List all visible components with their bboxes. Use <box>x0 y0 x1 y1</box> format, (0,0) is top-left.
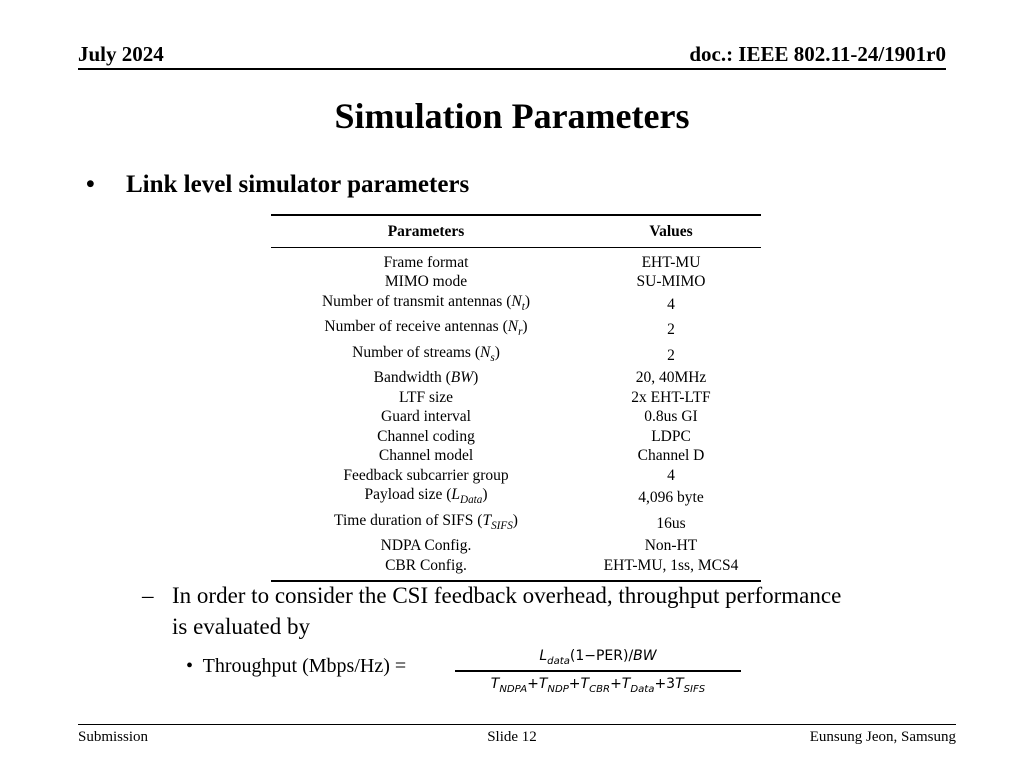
sub-sub-bullet-throughput <box>186 655 406 678</box>
param-name: Feedback subcarrier group <box>343 466 509 484</box>
table-row <box>271 272 761 292</box>
param-name: Number of receive antennas $(N_r)$ <box>324 318 528 339</box>
table-row <box>271 466 761 486</box>
param-name: MIMO mode <box>384 273 468 290</box>
param-name: LTF size <box>398 388 454 406</box>
bullet-marker-small: • <box>186 655 194 677</box>
table-row <box>271 407 761 427</box>
param-value: Channel D <box>637 447 705 465</box>
param-value: 16us <box>656 514 686 532</box>
table-row <box>271 343 761 369</box>
bullet-link-level <box>86 171 469 199</box>
intro-line-2: is evaluated by <box>172 614 310 639</box>
table-row <box>271 388 761 408</box>
param-name: NDPA Config. <box>380 537 472 555</box>
table-row <box>271 446 761 466</box>
header-divider <box>78 68 946 70</box>
header-doc-id: doc.: IEEE 802.11-24/1901r0 <box>689 42 946 66</box>
param-value: 2x EHT-LTF <box>631 388 711 406</box>
param-name: CBR Config. <box>271 556 581 582</box>
param-name: Guard interval <box>381 408 471 426</box>
param-name: Number of transmit antennas $(N_t)$ <box>321 292 531 313</box>
table-row <box>271 317 761 343</box>
formula-numerator: $L_{data}(1-PER)/BW$ <box>455 648 741 672</box>
table-row <box>271 556 761 582</box>
throughput-label: Throughput (Mbps/Hz) = <box>202 655 407 677</box>
param-name: Channel model <box>378 447 474 465</box>
slide-title: Simulation Parameters <box>334 96 690 136</box>
sub-bullet-throughput-intro <box>142 580 841 642</box>
param-name: Bandwidth (BW) <box>373 369 479 387</box>
param-value: EHT-MU, 1ss, MCS4 <box>581 556 761 582</box>
param-name: Number of streams $(N_s)$ <box>352 343 500 364</box>
parameters-table <box>271 214 761 582</box>
table-body <box>271 247 761 581</box>
table-row <box>271 536 761 556</box>
param-value: EHT-MU <box>641 253 701 271</box>
header-parameters: Parameters <box>271 215 581 247</box>
param-value: Non-HT <box>644 537 698 555</box>
param-value: 4 <box>667 295 675 313</box>
param-value: 2 <box>667 346 675 364</box>
header-date: July 2024 <box>78 42 164 66</box>
header-values: Values <box>581 215 761 247</box>
param-value: SU-MIMO <box>636 273 706 290</box>
footer-divider <box>78 724 956 725</box>
intro-line-1: In order to consider the CSI feedback overhead, throughput performance <box>172 583 842 608</box>
table-row <box>271 368 761 388</box>
bullet-marker: • <box>86 171 95 198</box>
table-row <box>271 247 761 272</box>
table-row <box>271 427 761 447</box>
throughput-formula <box>455 648 741 695</box>
param-value: 20, 40MHz <box>635 369 707 387</box>
dash-marker: – <box>142 583 154 608</box>
table-row <box>271 292 761 318</box>
param-name: Payload size $(L_{Data})$ <box>364 486 488 507</box>
formula-denominator: $T_{NDPA}+T_{NDP}+T_{CBR}+T_{Data}+3T_{SIFS}$ <box>490 675 706 695</box>
table-header-row <box>271 215 761 247</box>
footer-slide-number: Slide 12 <box>487 729 537 745</box>
param-name: Time duration of SIFS $(T_{SIFS})$ <box>334 511 518 532</box>
param-value: 2 <box>667 321 675 339</box>
footer-submission: Submission <box>78 729 149 745</box>
param-value: 0.8us GI <box>644 408 698 426</box>
bullet-text: Link level simulator parameters <box>126 171 470 198</box>
footer-author: Eunsung Jeon, Samsung <box>809 729 956 745</box>
table-row <box>271 511 761 537</box>
param-name: Channel coding <box>377 427 475 445</box>
table-row <box>271 485 761 511</box>
param-value: 4 <box>667 466 675 484</box>
param-value: 4,096 byte <box>638 489 704 507</box>
param-value: LDPC <box>651 427 691 445</box>
param-name: Frame format <box>383 253 469 271</box>
